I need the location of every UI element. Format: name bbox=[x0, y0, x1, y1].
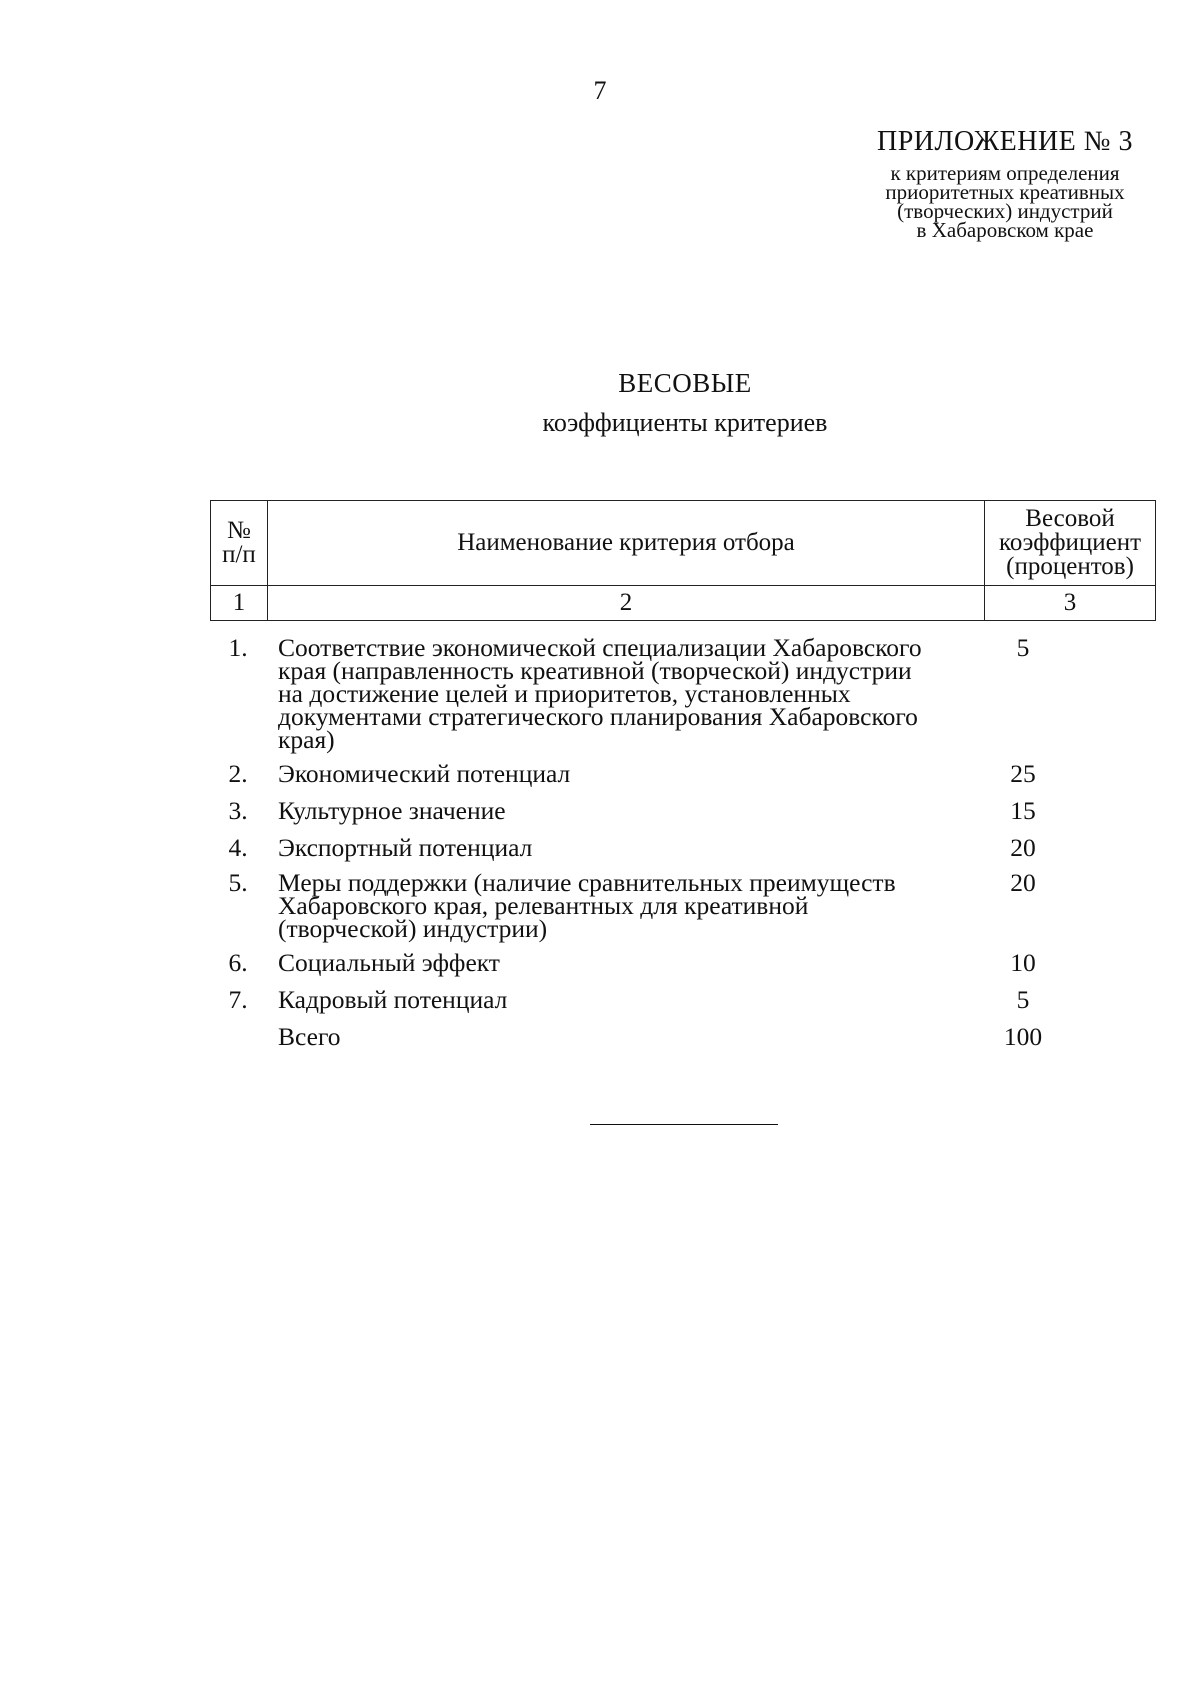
appendix-line: приоритетных креативных bbox=[885, 180, 1125, 204]
appendix-line: (творческих) индустрий bbox=[897, 199, 1113, 223]
criteria-table-header bbox=[210, 500, 1156, 621]
criterion-weight: 5 bbox=[1016, 985, 1030, 1014]
criterion-weight: 5 bbox=[1016, 633, 1030, 662]
criterion-row bbox=[210, 949, 1156, 977]
column-number: 3 bbox=[985, 586, 1156, 621]
criterion-text-line: на достижение целей и приоритетов, установленных bbox=[278, 679, 851, 708]
criterion-number: 2. bbox=[228, 759, 248, 788]
total-value: 100 bbox=[1003, 1022, 1043, 1051]
end-of-document-rule bbox=[590, 1124, 778, 1125]
criterion-weight: 15 bbox=[1010, 796, 1036, 825]
criterion-row bbox=[210, 986, 1156, 1014]
criterion-number: 4. bbox=[228, 833, 248, 862]
criterion-number: 3. bbox=[228, 796, 248, 825]
criterion-weight: 10 bbox=[1010, 948, 1036, 977]
document-subtitle: коэффициенты критериев bbox=[542, 408, 828, 437]
criterion-text-line: Экспортный потенциал bbox=[278, 833, 533, 862]
criterion-text-line: Кадровый потенциал bbox=[278, 985, 508, 1014]
criterion-text bbox=[266, 797, 984, 825]
criterion-row bbox=[210, 834, 1156, 862]
appendix-line: в Хабаровском крае bbox=[916, 218, 1094, 242]
total-label: Всего bbox=[278, 1022, 341, 1051]
criterion-text bbox=[266, 633, 984, 754]
criterion-text-line: Соответствие экономической специализации Хабаровского bbox=[278, 633, 922, 662]
appendix-line: к критериям определения bbox=[890, 161, 1120, 185]
criterion-row bbox=[210, 633, 1156, 754]
criterion-text-line: Экономический потенциал bbox=[278, 759, 571, 788]
criterion-text-line: края (направленность креативной (творческой) индустрии bbox=[278, 656, 912, 685]
criterion-text-line: Культурное значение bbox=[278, 796, 506, 825]
criterion-text-line: документами стратегического планирования Хабаровского bbox=[278, 702, 918, 731]
criterion-weight: 20 bbox=[1010, 833, 1036, 862]
criterion-weight: 25 bbox=[1010, 759, 1036, 788]
column-number: 2 bbox=[267, 586, 984, 621]
header-criterion-name: Наименование критерия отбора bbox=[267, 501, 984, 586]
header-number-sign: № bbox=[227, 517, 251, 544]
criterion-text bbox=[266, 868, 984, 943]
criterion-text bbox=[266, 986, 984, 1014]
criterion-text-line: края) bbox=[278, 725, 335, 754]
criterion-text-line: Хабаровского края, релевантных для креативной bbox=[278, 891, 809, 920]
header-weight-line: коэффициент bbox=[999, 529, 1142, 556]
criterion-text bbox=[266, 834, 984, 862]
appendix-title: ПРИЛОЖЕНИЕ № 3 bbox=[877, 126, 1133, 157]
column-numbering-row bbox=[211, 586, 1156, 621]
header-weight-line: Весовой bbox=[1025, 505, 1115, 532]
criterion-number: 7. bbox=[228, 985, 248, 1014]
criterion-text-line: Меры поддержки (наличие сравнительных преимуществ bbox=[278, 868, 896, 897]
criterion-text bbox=[266, 760, 984, 788]
criterion-weight: 20 bbox=[1010, 868, 1036, 897]
criterion-row bbox=[210, 797, 1156, 825]
criterion-number: 6. bbox=[228, 948, 248, 977]
appendix-heading bbox=[850, 128, 1160, 240]
header-number-abbr: п/п bbox=[222, 541, 256, 568]
header-weight-cell bbox=[985, 501, 1156, 586]
column-number: 1 bbox=[211, 586, 268, 621]
criterion-row bbox=[210, 760, 1156, 788]
criteria-list bbox=[210, 633, 1156, 1060]
criterion-text bbox=[266, 949, 984, 977]
header-row bbox=[211, 501, 1156, 586]
total-row bbox=[210, 1023, 1156, 1051]
header-weight-line: (процентов) bbox=[1006, 553, 1134, 580]
criterion-text-line: Социальный эффект bbox=[278, 948, 500, 977]
page-number: 7 bbox=[593, 76, 607, 105]
criterion-text-line: (творческой) индустрии) bbox=[278, 914, 548, 943]
criterion-number: 5. bbox=[228, 868, 248, 897]
criterion-number: 1. bbox=[228, 633, 248, 662]
header-number-cell bbox=[211, 501, 268, 586]
document-title: ВЕСОВЫЕ bbox=[618, 368, 752, 398]
criterion-row bbox=[210, 868, 1156, 943]
